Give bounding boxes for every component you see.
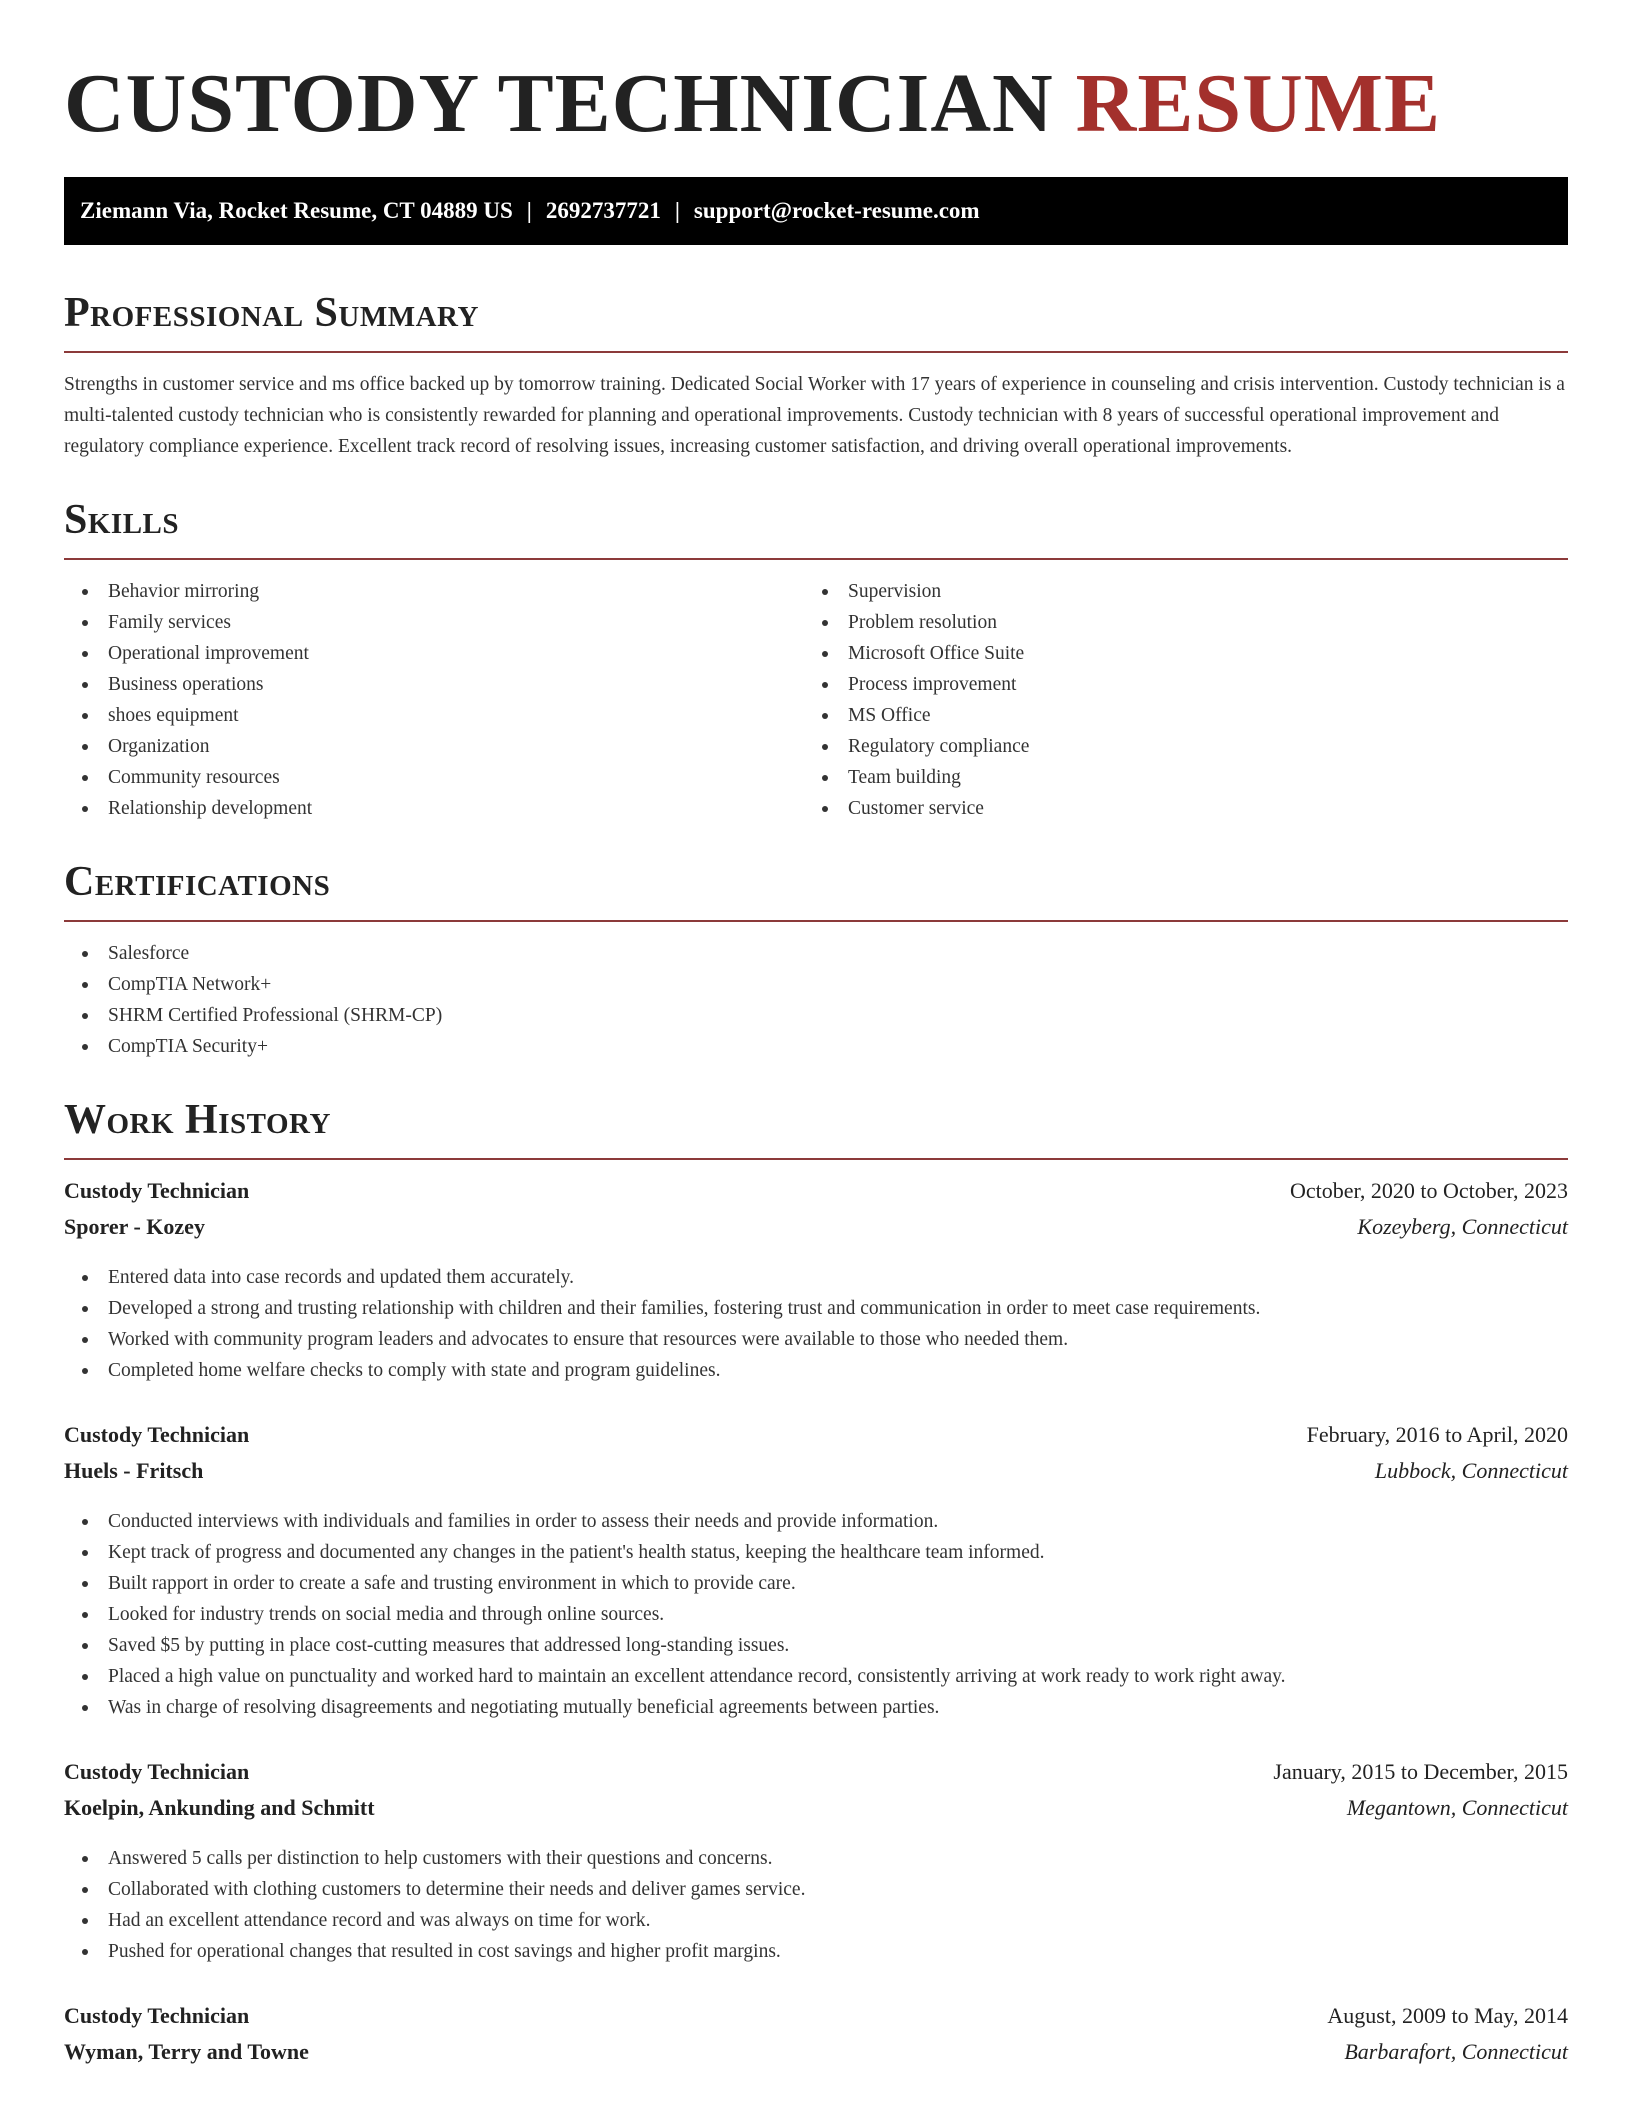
job-duty: Pushed for operational changes that resulted in cost savings and higher profit margins. [64,1936,1568,1967]
job-company-row [64,1214,1568,1250]
resume-title [64,54,1568,154]
skills-column-right [804,576,1544,824]
certification-item: CompTIA Security+ [64,1031,1568,1062]
job-duty: Kept track of progress and documented any changes in the patient's health status, keeping the healthcare team informed. [64,1537,1568,1568]
job-position: Custody Technician [64,2003,250,2028]
job-header-row [64,1178,1568,1214]
job-company: Huels - Fritsch [64,1458,204,1483]
job-duty: Built rapport in order to create a safe and trusting environment in which to provide care. [64,1568,1568,1599]
certifications-heading: Certifications [64,854,1568,922]
job-entry [64,1759,1568,1967]
job-duty: Answered 5 calls per distinction to help customers with their questions and concerns. [64,1843,1568,1874]
work-history-heading: Work History [64,1092,1568,1160]
job-entry [64,2003,1568,2075]
job-company-row [64,2039,1568,2075]
job-duty: Had an excellent attendance record and was always on time for work. [64,1905,1568,1936]
skill-item: Team building [804,762,1544,793]
contact-separator: | [526,198,532,223]
certifications-list [64,938,1568,1062]
job-dates: October, 2020 to October, 2023 [1289,1178,1568,1203]
skill-item: Problem resolution [804,607,1544,638]
job-dates: August, 2009 to May, 2014 [1327,2003,1568,2028]
resume-page [64,0,1568,2075]
contact-separator: | [674,198,680,223]
job-duty: Completed home welfare checks to comply with state and program guidelines. [64,1355,1568,1386]
job-duties-list [64,1262,1568,1386]
summary-heading: Professional Summary [64,285,1568,353]
job-company: Koelpin, Ankunding and Schmitt [64,1795,375,1820]
skills-list [64,576,1568,824]
skill-item: Customer service [804,793,1544,824]
skill-item: Relationship development [64,793,804,824]
job-duty: Was in charge of resolving disagreements and negotiating mutually beneficial agreements between parties. [64,1692,1568,1723]
contact-bar [64,177,1568,245]
job-company: Sporer - Kozey [64,1214,205,1239]
job-dates: January, 2015 to December, 2015 [1273,1759,1568,1784]
certification-item: CompTIA Network+ [64,969,1568,1000]
skill-item: Behavior mirroring [64,576,804,607]
contact-email: support@rocket-resume.com [693,198,980,223]
certification-item: SHRM Certified Professional (SHRM-CP) [64,1000,1568,1031]
skill-item: Community resources [64,762,804,793]
job-duties-list [64,1506,1568,1723]
job-company-row [64,1458,1568,1494]
job-duty: Conducted interviews with individuals and families in order to assess their needs and provide information. [64,1506,1568,1537]
job-header-row [64,1422,1568,1458]
contact-address: Ziemann Via, Rocket Resume, CT 04889 US [80,198,513,223]
job-header-row [64,1759,1568,1795]
job-duty: Entered data into case records and updated them accurately. [64,1262,1568,1293]
skills-heading: Skills [64,492,1568,560]
job-position: Custody Technician [64,1759,250,1784]
skill-item: Microsoft Office Suite [804,638,1544,669]
job-location: Barbarafort, Connecticut [1344,2039,1568,2064]
job-duty: Placed a high value on punctuality and worked hard to maintain an excellent attendance record, consistently arriving at work ready to work right away. [64,1661,1568,1692]
job-company-row [64,1795,1568,1831]
skill-item: MS Office [804,700,1544,731]
title-accent: RESUME [1075,57,1442,150]
skill-item: Business operations [64,669,804,700]
job-position: Custody Technician [64,1178,250,1203]
job-location: Megantown, Connecticut [1346,1795,1568,1820]
job-entry [64,1178,1568,1386]
skill-item: Supervision [804,576,1544,607]
summary-text: Strengths in customer service and ms office backed up by tomorrow training. Dedicated Social Worker with 17 years of experience in counseling and crisis intervention. Custody technician is a multi-talented custody technician who is consistently rewarded for planning and operational improvements. Custody technician with 8 years of successful operational improvement and regulatory compliance experience. Excellent track record of resolving issues, increasing customer satisfaction, and driving overall operational improvements. [64,374,1565,457]
job-duty: Developed a strong and trusting relationship with children and their families, fostering trust and communication in order to meet case requirements. [64,1293,1568,1324]
job-location: Kozeyberg, Connecticut [1357,1214,1568,1239]
title-main: CUSTODY TECHNICIAN [64,57,1054,150]
job-duties-list [64,1843,1568,1967]
job-duty: Collaborated with clothing customers to determine their needs and deliver games service. [64,1874,1568,1905]
certification-item: Salesforce [64,938,1568,969]
skill-item: Family services [64,607,804,638]
skill-item: Operational improvement [64,638,804,669]
skills-column-left [64,576,804,824]
job-position: Custody Technician [64,1422,250,1447]
job-duty: Worked with community program leaders and advocates to ensure that resources were available to those who needed them. [64,1324,1568,1355]
skill-item: Organization [64,731,804,762]
job-header-row [64,2003,1568,2039]
job-company: Wyman, Terry and Towne [64,2039,309,2064]
job-duty: Looked for industry trends on social media and through online sources. [64,1599,1568,1630]
job-entry [64,1422,1568,1723]
job-duty: Saved $5 by putting in place cost-cutting measures that addressed long-standing issues. [64,1630,1568,1661]
skill-item: Regulatory compliance [804,731,1544,762]
job-dates: February, 2016 to April, 2020 [1306,1422,1568,1447]
skill-item: shoes equipment [64,700,804,731]
contact-phone: 2692737721 [545,198,661,223]
skill-item: Process improvement [804,669,1544,700]
job-location: Lubbock, Connecticut [1374,1458,1568,1483]
